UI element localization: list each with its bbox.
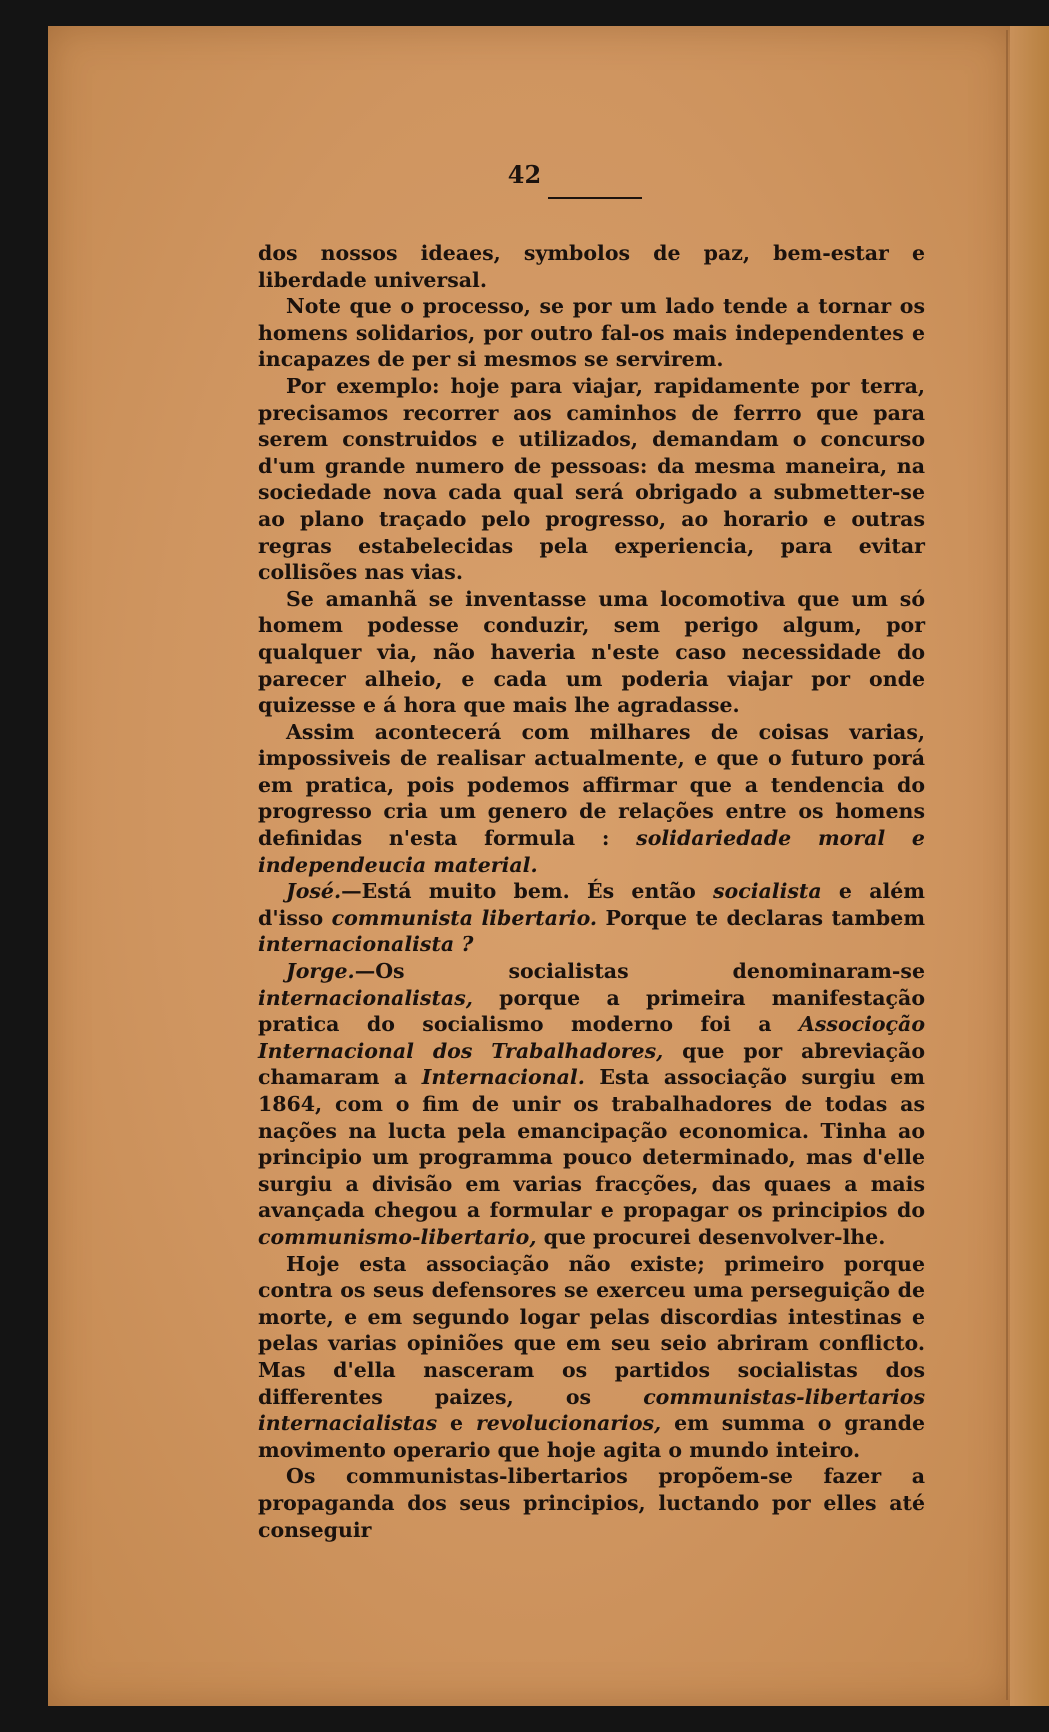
paragraph-8	[258, 1251, 925, 1464]
page-number: 42	[507, 160, 542, 189]
page-fold	[1006, 30, 1008, 1700]
p7-italic-2: Associoção Internacional dos Trabalhadores,	[258, 1012, 925, 1063]
p8-text-2: e	[437, 1411, 476, 1436]
p7-italic-3: Internacional.	[421, 1065, 585, 1090]
p6-speaker: José.	[286, 879, 342, 904]
p7-text-1: —Os socialistas denominaram-se	[354, 959, 925, 984]
p7-text-5: que procurei desenvolver-lhe.	[536, 1224, 886, 1249]
paragraph-1: dos nossos ideaes, symbolos de paz, bem-estar e liberdade universal.	[258, 241, 925, 292]
p7-speaker: Jorge.	[286, 959, 355, 984]
p8-text-1: Hoje esta associação não existe; primeiro porque contra os seus defensores se exerceu uma perseguição de morte, e em segundo logar pelas discordias intestinas e pelas varias opiniões que em seu seio abriram conflicto. Mas d'ella nasceram os partidos socialistas dos differentes paizes, os	[258, 1251, 925, 1409]
body-text	[258, 240, 925, 1543]
page-number-rule	[548, 197, 642, 199]
p7-text-3: que por abreviação chamaram a	[258, 1038, 925, 1090]
paragraph-4: Se amanhã se inventasse uma locomotiva que um só homem podesse conduzir, sem perigo algum, por qualquer via, não haveria n'este caso necessidade do parecer alheio, e cada um poderia viajar por onde quizesse e á hora que mais lhe agradasse.	[258, 586, 925, 718]
p8-italic-1: communistas-libertarios internacialistas	[258, 1384, 925, 1436]
p7-text-4: Esta associação surgiu em 1864, com o fim de unir os trabalhadores de todas as nações na lucta pela emancipação economica. Tinha ao principio um programma pouco determinado, mas d'elle surgiu a divisão em varias fracções, das quaes a mais avançada chegou a formular e propagar os principios do	[258, 1065, 925, 1223]
paragraph-5	[258, 719, 925, 879]
p6-italic-1: socialista	[713, 879, 822, 904]
p7-italic-4: communismo-libertario,	[258, 1224, 537, 1249]
paragraph-3: Por exemplo: hoje para viajar, rapidamente por terra, precisamos recorrer aos caminhos de ferrro que para serem construidos e utilizados, demandam o concurso d'um grande numero de pessoas: da mesma maneira, na sociedade nova cada qual será obrigado a submetter-se ao plano traçado pelo progresso, ao horario e outras regras estabelecidas pela experiencia, para evitar collisões nas vias.	[258, 373, 925, 585]
adjacent-page-edge	[1010, 26, 1049, 1706]
p8-italic-2: revolucionarios,	[476, 1411, 662, 1436]
p6-italic-2: communista libertario.	[331, 905, 598, 930]
paragraph-9: Os communistas-libertarios propõem-se fazer a propaganda dos seus principios, luctando por elles até conseguir	[258, 1464, 925, 1542]
p6-text-3: Porque te declaras tambem	[597, 905, 926, 930]
p5-italic: solidariedade moral e independeucia material.	[258, 826, 925, 877]
paragraph-2: Note que o processo, se por um lado tende a tornar os homens solidarios, por outro fal-os mais independentes e incapazes de per si mesmos se servirem.	[258, 294, 925, 372]
p6-italic-3: internacionalista ?	[258, 932, 474, 957]
p7-text-2: porque a primeira manifestação pratica do socialismo moderno foi a	[258, 985, 925, 1037]
paragraph-6	[258, 878, 925, 958]
p8-text-3: em summa o grande movimento operario que hoje agita o mundo inteiro.	[258, 1411, 925, 1462]
p6-text-2: e além d'isso	[258, 879, 925, 930]
p5-text: Assim acontecerá com milhares de coisas varias, impossiveis de realisar actualmente, e que o futuro porá em pratica, pois podemos affirmar que a tendencia do progresso cria um genero de relações entre os homens definidas n'esta formula :	[258, 719, 925, 851]
p7-italic-1: internacionalistas,	[258, 985, 473, 1010]
p6-text-1: —Está muito bem. És então	[341, 879, 714, 904]
paragraph-7	[258, 958, 925, 1251]
